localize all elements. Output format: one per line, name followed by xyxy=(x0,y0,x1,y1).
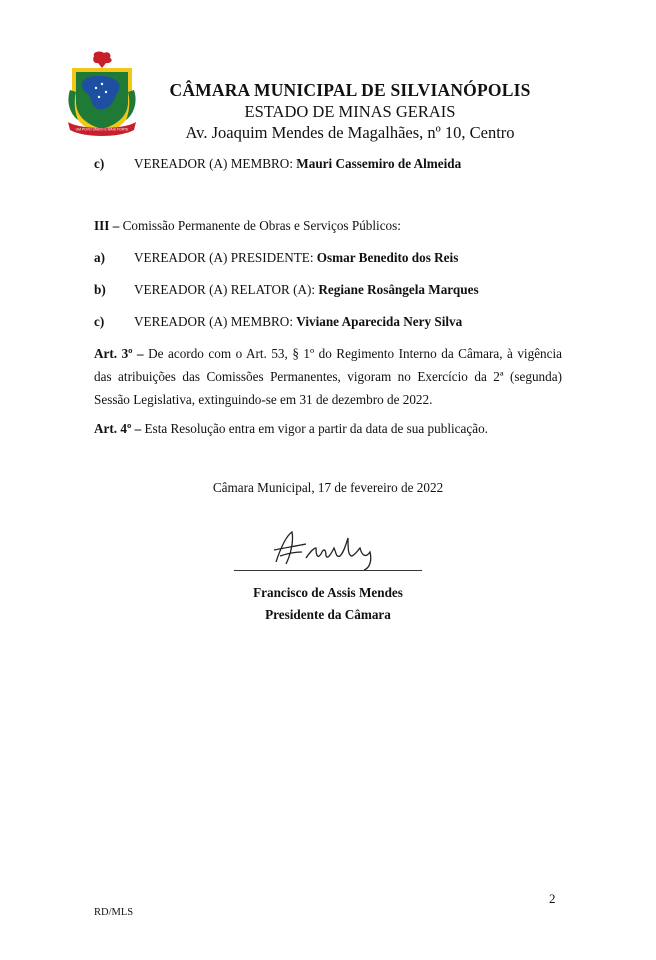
page-number: 2 xyxy=(549,891,556,906)
section-heading xyxy=(94,218,562,234)
item-name: Osmar Benedito dos Reis xyxy=(316,250,459,265)
section-title: Comissão Permanente de Obras e Serviços Públicos: xyxy=(122,218,401,233)
item-name: Regiane Rosângela Marques xyxy=(318,282,479,297)
section-numeral: III – xyxy=(94,218,120,233)
item-letter: c) xyxy=(94,156,105,171)
article-3 xyxy=(94,342,562,411)
article-label: Art. 3º – xyxy=(94,346,144,361)
state-name: ESTADO DE MINAS GERAIS xyxy=(244,101,456,121)
item-role: VEREADOR (A) MEMBRO: xyxy=(134,156,293,171)
item-role: VEREADOR (A) PRESIDENTE: xyxy=(134,250,314,265)
article-label: Art. 4º – xyxy=(94,421,142,437)
list-item xyxy=(94,282,562,298)
address: Av. Joaquim Mendes de Magalhães, nº 10, Centro xyxy=(185,122,515,142)
footer-initials: RD/MLS xyxy=(94,907,134,918)
item-name: Viviane Aparecida Nery Silva xyxy=(296,314,463,329)
signer-block xyxy=(166,582,490,627)
institution-name: CÂMARA MUNICIPAL DE SILVIANÓPOLIS xyxy=(169,80,531,100)
svg-text:UM POVO UNIDO É MAIS FORTE: UM POVO UNIDO É MAIS FORTE xyxy=(75,127,129,132)
place-date: Câmara Municipal, 17 de fevereiro de 2022 xyxy=(212,480,444,496)
article-text: De acordo com o Art. 53, § 1º do Regimento Interno da Câmara, à vigência das atribuições das Comissões Permanentes, vigoram no Exercício da 2ª (segunda) Sessão Legislativa, extinguindo-se em 31 de dezembro de 2022. xyxy=(94,346,563,408)
item-name: Mauri Cassemiro de Almeida xyxy=(296,156,462,171)
list-item xyxy=(94,314,562,330)
article-text: Esta Resolução entra em vigor a partir da data de sua publicação. xyxy=(144,421,488,437)
list-item xyxy=(94,156,562,172)
signer-title: Presidente da Câmara xyxy=(265,607,391,623)
item-role: VEREADOR (A) RELATOR (A): xyxy=(134,282,316,297)
signer-name: Francisco de Assis Mendes xyxy=(253,585,403,600)
list-item xyxy=(94,250,562,266)
item-letter: a) xyxy=(94,250,105,265)
document-body xyxy=(94,156,562,496)
coat-of-arms-icon xyxy=(66,50,138,140)
item-role: VEREADOR (A) MEMBRO: xyxy=(134,314,293,329)
item-letter: b) xyxy=(94,282,106,297)
article-4 xyxy=(94,417,562,440)
item-letter: c) xyxy=(94,314,105,329)
letterhead xyxy=(150,80,550,143)
signature-image xyxy=(236,522,422,572)
signature-line xyxy=(234,570,422,571)
